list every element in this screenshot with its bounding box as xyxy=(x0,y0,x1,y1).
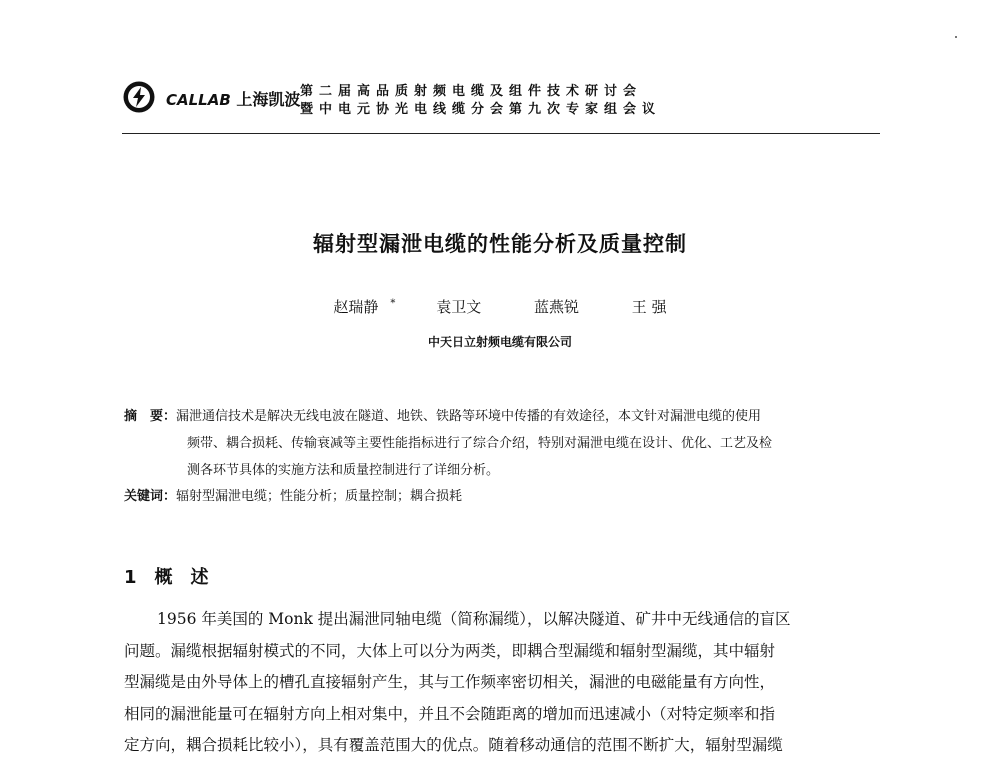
company-brand xyxy=(166,87,300,110)
affiliation: 中天日立射频电缆有限公司 xyxy=(427,335,572,349)
author xyxy=(522,298,591,316)
author-name: 袁卫文 xyxy=(436,298,482,316)
scan-speck xyxy=(955,36,957,38)
author-name: 蓝燕锐 xyxy=(534,298,580,316)
section-title: 概 述 xyxy=(154,567,209,588)
section-heading xyxy=(124,563,209,589)
author-name: 王 强 xyxy=(631,298,667,316)
keywords-label: 关键词： xyxy=(124,489,177,504)
conference-header xyxy=(122,80,882,136)
abstract xyxy=(124,403,882,484)
author xyxy=(620,298,679,316)
keywords-text: 辐射型漏泄电缆；性能分析；质量控制；耦合损耗 xyxy=(176,489,463,504)
keywords xyxy=(124,485,882,504)
body-line: 定方向，耦合损耗比较小），具有覆盖范围大的优点。随着移动通信的范围不断扩大，辐射型漏缆 xyxy=(124,736,783,754)
abstract-line: 频带、耦合损耗、传输衰减等主要性能指标进行了综合介绍，特别对漏泄电缆在设计、优化、工艺及检 xyxy=(187,436,773,451)
conference-title-line-1: 第二届高品质射频电缆及组件技术研讨会 xyxy=(300,84,643,99)
paper-title: 辐射型漏泄电缆的性能分析及质量控制 xyxy=(313,232,687,256)
body-line: 型漏缆是由外导体上的槽孔直接辐射产生，其与工作频率密切相关，漏泄的电磁能量有方向性， xyxy=(124,673,776,691)
brand-latin: CALLAB xyxy=(166,91,231,109)
abstract-label: 摘 要： xyxy=(124,409,177,424)
author-list xyxy=(0,296,1000,317)
body-paragraph xyxy=(124,604,886,762)
author xyxy=(321,298,395,316)
company-logo-icon xyxy=(122,80,156,114)
body-line: 问题。漏缆根据辐射模式的不同，大体上可以分为两类，即耦合型漏缆和辐射型漏缆，其中辐射 xyxy=(124,641,776,660)
section-number: 1 xyxy=(124,567,137,588)
body-line: 1956 年美国的 Monk 提出漏泄同轴电缆（简称漏缆），以解决隧道、矿井中无线通信的盲区 xyxy=(157,610,791,628)
abstract-line xyxy=(124,403,882,430)
conference-title xyxy=(300,83,661,119)
conference-title-line-2: 暨中电元协光电线缆分会第九次专家组会议 xyxy=(300,102,662,117)
author xyxy=(424,298,493,316)
abstract-line: 测各环节具体的实施方法和质量控制进行了详细分析。 xyxy=(187,463,500,478)
body-line: 相同的漏泄能量可在辐射方向上相对集中，并且不会随距离的增加而迅速减小（对特定频率和指 xyxy=(124,704,776,723)
abstract-text: 漏泄通信技术是解决无线电波在隧道、地铁、铁路等环境中传播的有效途径，本文针对漏泄电缆的使用 xyxy=(176,409,762,424)
author-name: 赵瑞静 xyxy=(333,298,379,316)
brand-chinese: 上海凯波 xyxy=(236,90,301,109)
header-rule xyxy=(122,133,880,134)
corresponding-mark: * xyxy=(390,298,396,309)
